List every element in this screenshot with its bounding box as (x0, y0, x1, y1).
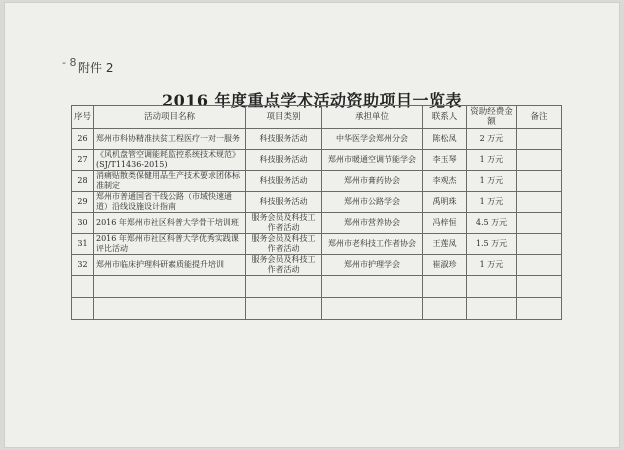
cell-category: 服务会员及科技工作者活动 (246, 255, 322, 276)
table-row (72, 171, 562, 192)
cell-unit: 郑州市营养协会 (322, 213, 423, 234)
page-title: 2016 年度重点学术活动资助项目一览表 (161, 91, 463, 110)
empty-table-row (72, 298, 562, 320)
cell-contact: 禹明珠 (423, 192, 467, 213)
col-header-no: 序号 (72, 106, 94, 129)
cell-no: 27 (72, 150, 94, 171)
col-header-contact: 联系人 (423, 106, 467, 129)
table-row (72, 255, 562, 276)
cell-name: 《风机盘管空调能耗监控系统技术规范》(SJ/T11436-2015) (94, 150, 246, 171)
cell-no: 31 (72, 234, 94, 255)
cell-unit: 郑州市公路学会 (322, 192, 423, 213)
cell-amount: 1 万元 (467, 171, 517, 192)
cell-contact: 李观杰 (423, 171, 467, 192)
cell-unit: 郑州市老科技工作者协会 (322, 234, 423, 255)
col-header-category: 项目类别 (246, 106, 322, 129)
cell-category: 科技服务活动 (246, 150, 322, 171)
funding-table (71, 105, 562, 320)
cell-category: 科技服务活动 (246, 129, 322, 150)
cell-name: 郑州市临床护理科研素质能提升培训 (94, 255, 246, 276)
cell-name: 2016 年郑州市社区科普大学优秀实践课评比活动 (94, 234, 246, 255)
cell-amount: 1.5 万元 (467, 234, 517, 255)
document-page (4, 2, 620, 448)
col-header-note: 备注 (517, 106, 562, 129)
cell-contact: 李玉琴 (423, 150, 467, 171)
cell-note (517, 192, 562, 213)
cell-note (517, 234, 562, 255)
cell-category: 服务会员及科技工作者活动 (246, 213, 322, 234)
cell-note (517, 150, 562, 171)
cell-amount: 4.5 万元 (467, 213, 517, 234)
col-header-name: 活动项目名称 (94, 106, 246, 129)
table-row (72, 213, 562, 234)
cell-category: 服务会员及科技工作者活动 (246, 234, 322, 255)
cell-note (517, 213, 562, 234)
cell-name: 郑州市科协精准扶贫工程医疗一对一服务 (94, 129, 246, 150)
cell-unit: 郑州市护理学会 (322, 255, 423, 276)
cell-contact: 崔淑珍 (423, 255, 467, 276)
cell-name: 消痛贴散类保健用品生产技术要求团体标准制定 (94, 171, 246, 192)
cell-no: 26 (72, 129, 94, 150)
table-header-row (72, 106, 562, 129)
page-number-mark: - 8 - (62, 56, 84, 69)
attachment-label: 附件 2 (78, 61, 114, 75)
cell-name: 郑州市普通国省干线公路（市域快速通道）沿线设施设计指南 (94, 192, 246, 213)
cell-note (517, 171, 562, 192)
cell-note (517, 129, 562, 150)
cell-amount: 1 万元 (467, 150, 517, 171)
cell-no: 29 (72, 192, 94, 213)
cell-amount: 2 万元 (467, 129, 517, 150)
col-header-unit: 承担单位 (322, 106, 423, 129)
table-row (72, 129, 562, 150)
cell-contact: 王莲凤 (423, 234, 467, 255)
table-row (72, 150, 562, 171)
cell-no: 30 (72, 213, 94, 234)
cell-unit: 郑州市暖通空调节能学会 (322, 150, 423, 171)
cell-unit: 郑州市膏药协会 (322, 171, 423, 192)
cell-no: 32 (72, 255, 94, 276)
cell-note (517, 255, 562, 276)
cell-contact: 冯梓恒 (423, 213, 467, 234)
cell-amount: 1 万元 (467, 192, 517, 213)
empty-table-row (72, 276, 562, 298)
table-row (72, 234, 562, 255)
table-row (72, 192, 562, 213)
cell-amount: 1 万元 (467, 255, 517, 276)
cell-name: 2016 年郑州市社区科普大学骨干培训班 (94, 213, 246, 234)
cell-unit: 中华医学会郑州分会 (322, 129, 423, 150)
cell-category: 科技服务活动 (246, 171, 322, 192)
cell-no: 28 (72, 171, 94, 192)
col-header-amount: 资助经费金额 (467, 106, 517, 129)
cell-category: 科技服务活动 (246, 192, 322, 213)
cell-contact: 陈松凤 (423, 129, 467, 150)
